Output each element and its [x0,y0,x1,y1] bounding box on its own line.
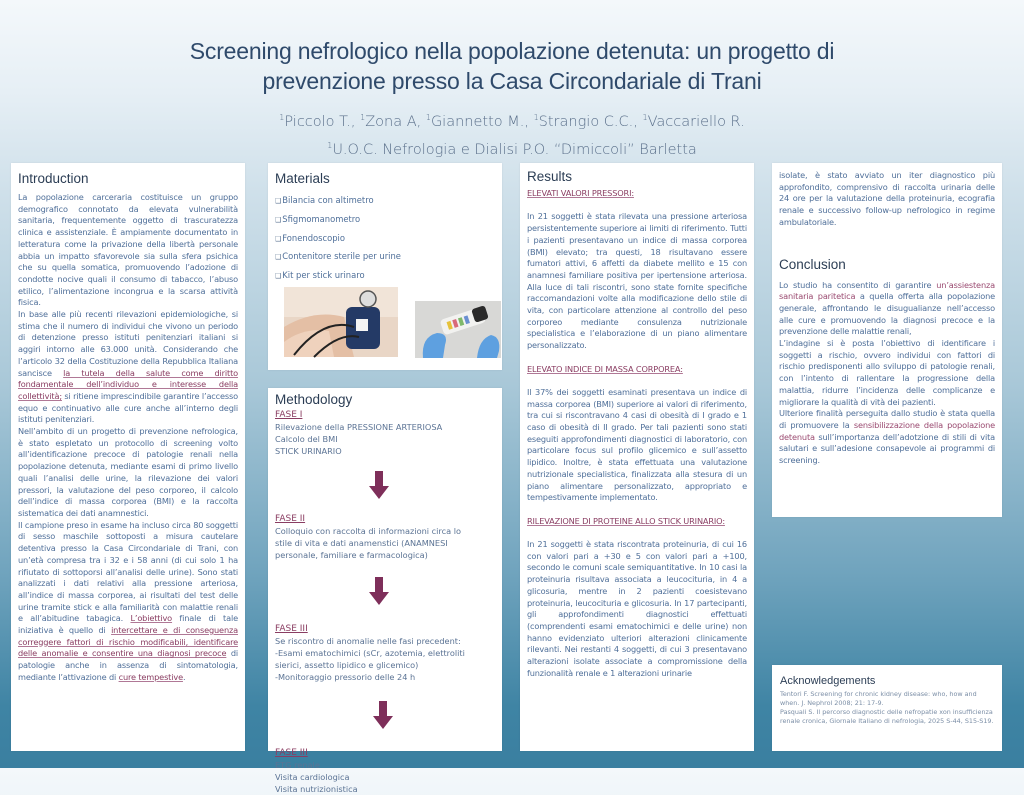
methodology-panel [268,388,502,794]
author: Strangio C.C., [538,114,638,130]
list-item: ❑Contenitore sterile per urine [275,251,401,262]
materials-panel [268,163,502,370]
introduction-body: La popolazione carceraria costituisce un gruppo demografico connotato da elevata vulnerabilità sanitaria, frequentemente oggetto di trascuratezza clinica e assistenziale. È ampiamente documentato in letteratura come la privazione della libertà personale abbia un impatto sfavorevole sia sulla sfera psichica che su quella somatica, promuovendo l’adozione di condotte nocive quali il consumo di tabacco, l’abuso etilico, l’alimentazione incongrua e la scarsa attività fisica. In base alle più recenti rilevazioni epidemiologiche, si stima che il numero di individui che vivono un periodo di detenzione presso istituti penitenziari italiani si aggiri intorno alle 63.000 unità. Considerando che l’articolo 32 della Costituzione della Repubblica Italiana sancisce la tutela della salute come diritto fondamentale dell’individuo e interesse della collettività; si ritiene imprescindibile garantire l’accesso equo e continuativo alle cure anche all’interno degli istituti penitenziari. Nell’ambito di un progetto di prevenzione nefrologica, è stato espletato un protocollo di screening volto all’identificazione precoce di patologie renali nella popolazione detenuta, mediante esami di primo livello quali l’analisi delle urine, la rilevazione dei valori pressori, la valutazione del peso corporeo, il calcolo dell’indice di massa corporea (BMI) e la raccolta sistematica dei dati anamnestici. Il campione preso in esame ha incluso circa 80 soggetti di sesso maschile sottoposti a misura cautelare detentiva presso la Casa Circondariale di Trani, con un’età compresa tra i 32 e i 58 anni (di cui solo 1 ha rifiutato di sottoporsi all’analisi delle urine). Sono stati analizzati i dati relativi alla pressione arteriosa, all’indice di massa corporea, ai risultati del test delle urine tramite stick e alla familiarità con malattie renali e all’abitudine tabagica. L’obiettivo finale di tale iniziativa è quello di intercettare e di conseguenza correggere fattori di rischio modificabili, identificare delle anomalie e consentire una diagnosi precoce di patologie anche in assenza di sintomatologia, mediante l’attivazione di cure tempestive. [18,192,239,682]
reference: Pasquali S. Il percorso diagnostic delle nefropatie xon insufficienza renale cronica, Giornale Italiano di nefrologia, 2025 S-44, S15-S19. [780,708,994,725]
highlight-text: L’obiettivo [130,613,173,624]
phase-label: FASE II [275,514,306,524]
introduction-panel [11,163,245,751]
conclusion-body: Lo studio ha consentito di garantire un’assiestenza sanitaria paritetica a quella offerta alla popolazione generale, affrontando le disugualianze nell’accesso alle cure e promuovendo la diagnosi precoce e la prevenzione delle malattie renali, L’indagine si è posta l’obiettivo di identificare i soggetti a rischio, ovvero individui con fattori di rischio predisponenti allo sviluppo di patologie renali, con l’intento di rallentare la progressione della malattia, ridurre l’incidenza delle complicanze e migliorare la qualità di vità dei pazienti. Ulteriore finalità perseguita dallo studio è stata quella di promuovere la sensibilizzazione della popolazione detenuta sull’importanza dell’adotzione di stili di vita salutari e sull’adesione consapevole ai programmi di screening. [779,279,995,466]
results-panel [520,163,754,751]
highlight-text: sensibilizzazione della popolazione detenuta [779,419,995,442]
checkbox-icon: ❑ [275,272,282,281]
highlight-text: un’assiestenza sanitaria paritetica [779,279,995,302]
title-line-1: Screening nefrologico nella popolazione detenuta: un progetto di [189,38,835,64]
phase-block: FASE III ETG renale Visita cardiologica Visita nutrizionistica [275,747,495,795]
title-line-2: prevenzione presso la Casa Circondariale di Trani [262,68,762,94]
blood-pressure-illustration-icon [284,287,398,357]
checkbox-icon: ❑ [275,234,282,243]
author: Giannetto M., [430,114,529,130]
conclusion-heading: Conclusion [779,256,846,272]
methodology-heading: Methodology [275,392,353,407]
arrow-down-icon [369,577,389,605]
list-item: ❑Fonendoscopio [275,232,345,243]
phase-block: FASE I Rilevazione della PRESSIONE ARTERIOSA Calcolo del BMI STICK URINARIO [275,409,495,457]
blood-pressure-photo [284,287,398,357]
list-item: ❑Kit per stick urinaro [275,270,365,281]
phase-label: FASE III [275,748,308,758]
introduction-heading: Introduction [18,171,89,186]
reference: Tentori F. Screening for chronic kidney disease: who, how and when. J. Nephrol 2008; 21: 17-9. [780,690,977,707]
poster-title [0,36,1024,96]
list-item: ❑Bilancia con altimetro [275,195,374,205]
author: Piccolo T., [284,114,356,130]
urine-stick-illustration-icon [415,301,501,358]
affiliation: $^1$U.O.C. Nefrologia e Dialisi P.O. “Dimiccoli” Barletta [327,141,697,158]
author: Vaccariello R. [647,114,745,130]
arrow-down-icon [373,701,393,729]
results-heading: Results [527,169,573,184]
conclusion-panel [772,163,1002,517]
highlight-text: intercettare e di conseguenza correggere fattori di rischio modificabili, identificare delle anomalie e consentire una diagnosi precoce [18,625,238,659]
acknowledgements-heading: Acknowledgements [780,675,876,687]
highlight-text: la tutela della salute come diritto fondamentale dell’individuo e interesse della collettività; [18,367,239,401]
author: Zona A, [365,114,422,130]
results-section-title: ELEVATI VALORI PRESSORI: [527,188,634,198]
checkbox-icon: ❑ [275,215,282,224]
checkbox-icon: ❑ [275,197,282,205]
results-continuation: isolate, è stato avviato un iter diagnostico più approfondito, comprensivo di raccolta urinaria delle 24 ore per la valutazione della proteinuria, ecografia renale e successivo follow-up nefrologico in regime ambulatoriale. [779,170,995,227]
phase-label: FASE III [275,624,308,634]
list-item: ❑Sfigmomanometro [275,213,361,224]
acknowledgements-panel [772,665,1002,751]
phase-label: FASE I [275,410,303,420]
materials-list [275,192,495,286]
results-section-title: ELEVATO INDICE DI MASSA CORPOREA: [527,363,683,374]
author-list: $^1$Piccolo T., $^1$Zona A, $^1$Giannetto M., $^1$Strangio C.C., $^1$Vaccariello R. [279,113,745,130]
authors-block [0,106,1024,162]
checkbox-icon: ❑ [275,253,282,262]
highlight-text: cure tempestive [118,671,183,682]
results-section-title: RILEVAZIONE DI PROTEINE ALLO STICK URINARIO: [527,515,725,526]
materials-heading: Materials [275,171,330,186]
urine-stick-photo [415,301,501,358]
phase-block: FASE II Colloquio con raccolta di informazioni circa lo stile di vita e dati anamenstici (ANAMNESI personale, familiare e farmacologica) [275,513,495,561]
phase-block: FASE III Se riscontro di anomalie nelle fasi precedent: -Esami ematochimici (sCr, azotemia, elettroliti sierici, assetto lipidico e glicemico) -Monitoraggio pressorio delle 24 h [275,623,495,683]
results-body: ELEVATI VALORI PRESSORI: In 21 soggetti è stata rilevata una pressione arteriosa persistentemente superiore ai limiti di riferimento. Tutti i pazienti presentavano un indice di massa corporea (BMI) elevato; tra questi, 18 risultavano essere fumatori attivi, 6 affetti da diabete mellito e 15 con anamnesi familiare positiva per ipertensione arteriosa. Alla luce di tali riscontri, sono state fornite specifiche raccomandazioni volte alla modificazione dello stile di vita, con particolare attenzione al controllo del peso corporeo mediante consulenza nutrizionale specialistica e l’elaborazione di un piano alimentare personalizzato. ELEVATO INDICE DI MASSA CORPOREA: Il 37% dei soggetti esaminati presentava un indice di massa corporea (BMI) superiore ai valori di riferimento, tra cui si riscontravano 4 casi di obesità di I grado e 1 caso di obesità di II grado. Per tali pazienti sono stati eseguiti approfondimenti diagnostici di laboratorio, con particolare focus sul profilo glicemico e sull’assetto lipidico. Inoltre, è stata effettuata una valutazione nutrizionale specialistica, finalizzata alla stesura di un piano alimentare personalizzato, appropriato e tempestivamente implementato. RILEVAZIONE DI PROTEINE ALLO STICK URINARIO: In 21 soggetti è stata riscontrata proteinuria, di cui 16 con valori pari a +30 e 5 con valori pari a +100, secondo le comuni scale semiquantitative. In 10 casi la proteinuria risultava associata a leucocituria, in 4 a glicosuria, mentre in 2 pazienti coesistevano proteinuria, leucocituria e glicosuria. In 17 partecipanti, gli approfondimenti diagnostici effettuati (comprendenti esami ematochimici e delle urine) non hanno evidenziato ulteriori alterazioni clinicamente rilevanti. Nei restanti 4 soggetti, di cui 3 presentavano alterazioni isolate associate a compromissione della funzionalità renale e 1 alterazioni urinarie [527,188,747,678]
arrow-down-icon [369,471,389,499]
